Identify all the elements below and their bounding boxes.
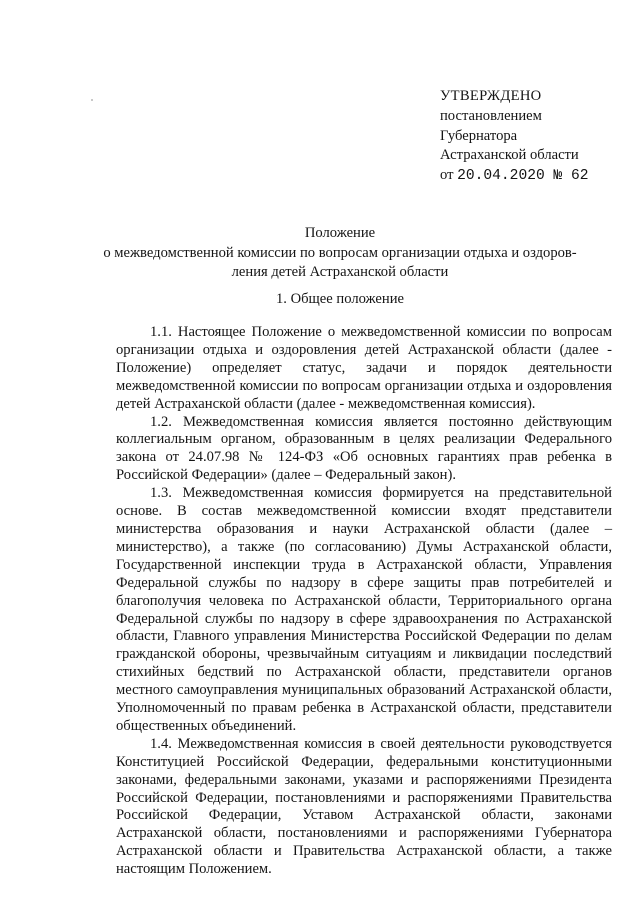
document-title [100,224,580,283]
paragraph-1-1: 1.1. Настоящее Положение о межведомственной комиссии по вопросам организации отдыха и оздоровления детей Астраханской области (далее - Положение) определяет статус, задачи и порядок деятельности межведомственной комиссии по вопросам организации отдыха и оздоровления детей Астраханской области (далее - межведомственная комиссия). [116,324,612,412]
paragraph-1-4: 1.4. Межведомственная комиссия в своей деятельности руководствуется Конституцией Российской Федерации, федеральными конституционными законами, федеральными законами, указами и распоряжениями Президента Российской Федерации, постановлениями и распоряжениями Правительства Российской Федерации, Уставом Астраханской области, законами Астраханской области, постановлениями и распоряжениями Губернатора Астраханской области и Правительства Астраханской области, а также настоящим Положением. [116,735,612,878]
paragraph-1-3: 1.3. Межведомственная комиссия формируется на представительной основе. В состав межведомственной комиссии входят представители министерства образования и науки Астраханской области (далее – министерство), а также (по согласованию) Думы Астраханской области, Государственной инспекции труда в Астраханской области, Управления Федеральной службы по надзору в сфере защиты прав потребителей и благополучия человека по Астраханской области, Территориального органа Федеральной службы по надзору в сфере здравоохранения по Астраханской области, Главного управления Министерства Российской Федерации по делам гражданской обороны, чрезвычайным ситуациям и ликвидации последствий стихийных бедствий по Астраханской области, представители органов местного самоуправления муниципальных образований Астраханской области, Уполномоченный по правам ребенка в Астраханской области, представители общественных объединений. [116,485,612,734]
approval-line-region: Астраханской области [440,147,579,164]
scan-speck [91,99,93,101]
title-line-2: о межведомственной комиссии по вопросам организации отдыха и оздоров- [103,244,577,261]
approval-line-governor: Губернатора [440,127,518,144]
approval-date-line [440,166,630,187]
approval-line-decree: постановлением [440,107,542,124]
paragraph-1-2: 1.2. Межведомственная комиссия является постоянно действующим коллегиальным органом, образованным в целях реализации Федерального закона от 24.07.98 № 124-ФЗ «Об основных гарантиях прав ребенка в Российской Федерации» (далее – Федеральный закон). [116,413,612,484]
document-body [116,324,612,879]
approval-date-value: 20.04.2020 № 62 [457,168,589,185]
approval-heading: УТВЕРЖДЕНО [440,88,542,104]
approval-date-prefix: от [440,167,454,184]
approval-stamp [440,87,630,187]
title-line-3: ления детей Астраханской области [231,264,449,281]
section-heading: 1. Общее положение [276,291,404,307]
title-line-1: Положение [304,225,376,241]
